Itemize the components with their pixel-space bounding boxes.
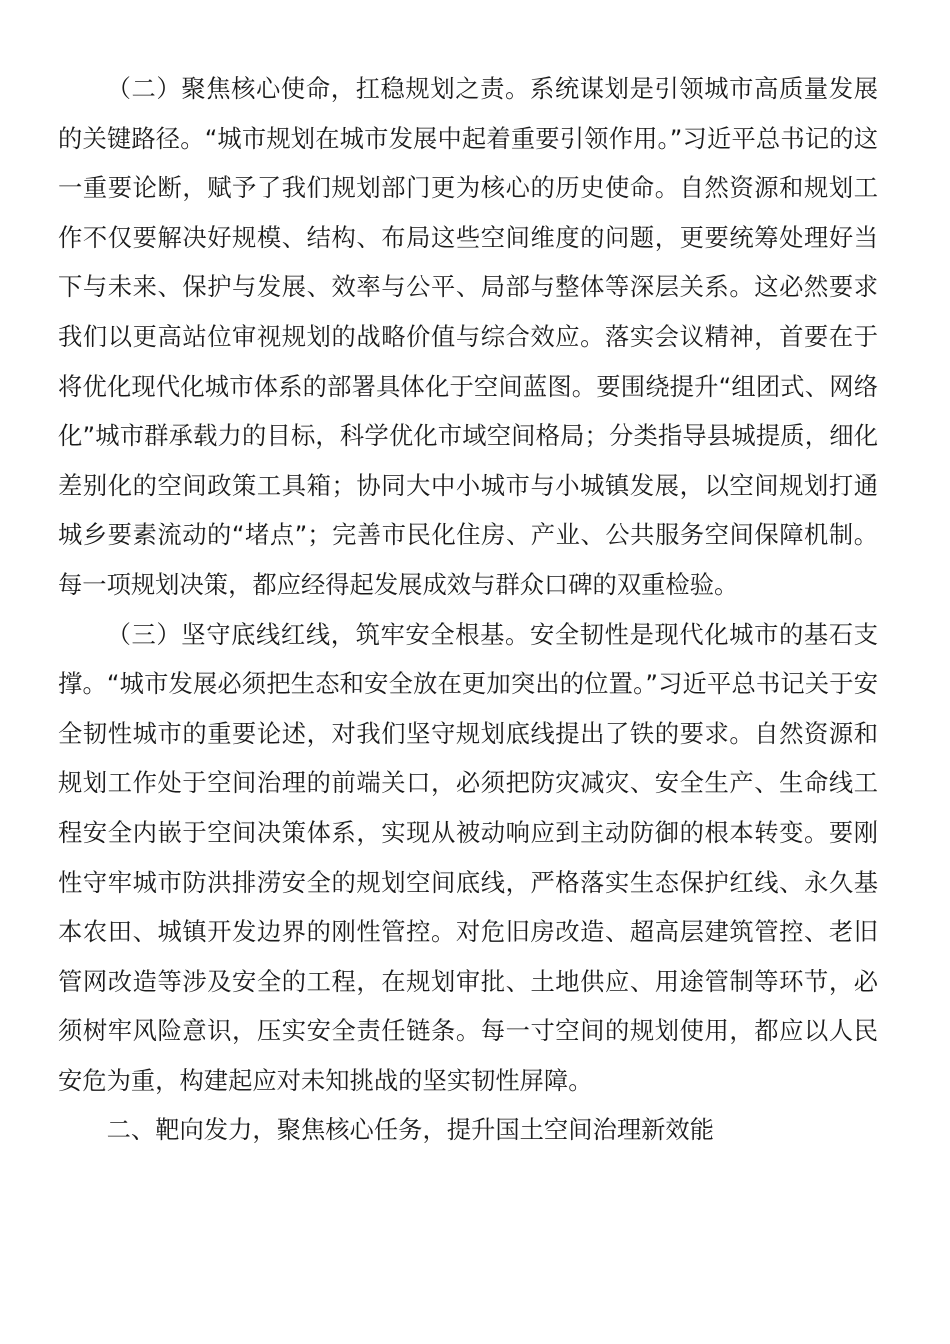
section-heading: 二、靶向发力，聚焦核心任务，提升国土空间治理新效能 (106, 1115, 715, 1145)
paragraph-3: （三）坚守底线红线，筑牢安全根基。安全韧性是现代化城市的基石支撑。“城市发展必须把生态和安全放在更加突出的位置。”习近平总书记关于安全韧性城市的重要论述，对我们坚守规划底线提出了铁的要求。自然资源和规划工作处于空间治理的前端关口，必须把防灾减灾、安全生产、生命线工程安全内嵌于空间决策体系，实现从被动响应到主动防御的根本转变。要刚性守牢城市防洪排涝安全的规划空间底线，严格落实生态保护红线、永久基本农田、城镇开发边界的刚性管控。对危旧房改造、超高层建筑管控、老旧管网改造等涉及安全的工程，在规划审批、土地供应、用途管制等环节，必须树牢风险意识，压实安全责任链条。每一寸空间的规划使用，都应以人民安危为重，构建起应对未知挑战的坚实韧性屏障。 (58, 619, 878, 1095)
paragraph-2: （二）聚焦核心使命，扛稳规划之责。系统谋划是引领城市高质量发展的关键路径。“城市规划在城市发展中起着重要引领作用。”习近平总书记的这一重要论断，赋予了我们规划部门更为核心的历史使命。自然资源和规划工作不仅要解决好规模、结构、布局这些空间维度的问题，更要统筹处理好当下与未来、保护与发展、效率与公平、局部与整体等深层关系。这必然要求我们以更高站位审视规划的战略价值与综合效应。落实会议精神，首要在于将优化现代化城市体系的部署具体化于空间蓝图。要围绕提升“组团式、网络化”城市群承载力的目标，科学优化市域空间格局；分类指导县城提质，细化差别化的空间政策工具箱；协同大中小城市与小城镇发展，以空间规划打通城乡要素流动的“堵点”；完善市民化住房、产业、公共服务空间保障机制。每一项规划决策，都应经得起发展成效与群众口碑的双重检验。 (58, 74, 878, 599)
document-page (58, 64, 878, 1155)
